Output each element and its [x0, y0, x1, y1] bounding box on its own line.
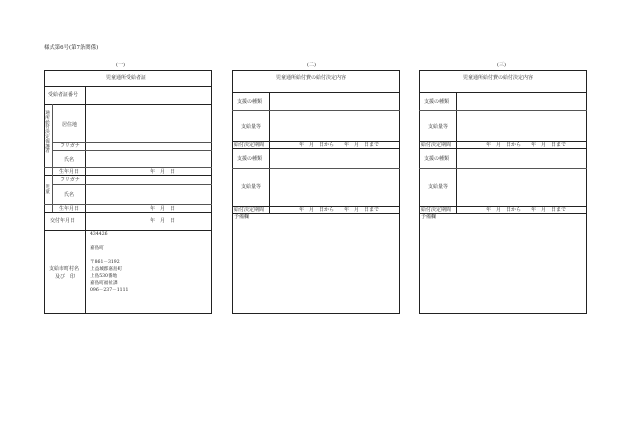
address-label: 居住地 — [62, 122, 78, 128]
municipality-line: 嘉島町福祉課 — [90, 281, 118, 286]
support-type-label-2: 支援の種類 — [237, 156, 263, 162]
name-label: 氏名 — [64, 157, 75, 163]
col1-title: 児童通所受給者証 — [106, 75, 147, 81]
child-birthdate-value: 年 月 日 — [150, 206, 176, 212]
child-name-label: 氏名 — [64, 192, 75, 198]
birthdate-value: 年 月 日 — [150, 169, 176, 175]
remarks-label: 予備欄 — [421, 214, 437, 220]
decision-period-value-2: 年 月 日から 年 月 日まで — [486, 207, 567, 213]
benefit-decision-panel-3 — [419, 70, 587, 314]
supply-amount-label: 支給量等 — [428, 124, 449, 130]
birthdate-label: 生年月日 — [59, 169, 80, 175]
remarks-label: 予備欄 — [234, 214, 250, 220]
decision-period-value-2: 年 月 日から 年 月 日まで — [299, 207, 380, 213]
col1-number: (一) — [116, 62, 125, 68]
support-type-label: 支援の種類 — [424, 99, 450, 105]
municipality-label-line2: 及び 印 — [55, 274, 76, 280]
municipality-line: 096－237－1111 — [90, 288, 129, 293]
decision-period-value: 年 月 日から 年 月 日まで — [486, 142, 567, 148]
guardian-group-label: 通所給付決定保護者 — [45, 111, 50, 155]
supply-amount-label: 支給量等 — [241, 124, 262, 130]
decision-period-label: 給付決定期間 — [234, 142, 265, 148]
municipality-label-line1: 支給市町村名 — [49, 266, 80, 272]
municipality-line: 434426 — [90, 232, 108, 237]
municipality-line: 嘉島町 — [90, 246, 104, 251]
municipality-line: 上益城郡嘉島町 — [90, 267, 123, 272]
decision-period-label: 給付決定期間 — [421, 142, 452, 148]
furigana-label: フリガナ — [60, 143, 80, 149]
issue-date-label: 交付年月日 — [50, 218, 76, 224]
benefit-decision-panel-2 — [232, 70, 400, 314]
col3-number: (三) — [497, 62, 506, 68]
municipality-line: 上島530番地 — [90, 274, 118, 279]
issue-date-value: 年 月 日 — [150, 218, 176, 224]
decision-period-label-2: 給付決定期間 — [234, 207, 265, 213]
col2-number: (二) — [307, 62, 316, 68]
supply-amount-label-2: 支給量等 — [428, 184, 449, 190]
supply-amount-label-2: 支給量等 — [241, 184, 262, 190]
col3-title: 児童通所給付費の給付決定内容 — [463, 75, 534, 81]
decision-period-label-2: 給付決定期間 — [421, 207, 452, 213]
child-birthdate-label: 生年月日 — [59, 206, 80, 212]
decision-period-value: 年 月 日から 年 月 日まで — [299, 142, 380, 148]
recipient-number-label: 受給者証番号 — [48, 92, 79, 98]
col2-title: 児童通所給付費の給付決定内容 — [276, 75, 347, 81]
child-furigana-label: フリガナ — [60, 177, 80, 183]
support-type-label-2: 支援の種類 — [424, 156, 450, 162]
support-type-label: 支援の種類 — [237, 99, 263, 105]
child-group-label: 児童 — [45, 185, 50, 195]
form-title: 様式第6号(第7条関係) — [44, 45, 99, 51]
municipality-line: 〒861－3192 — [90, 260, 120, 265]
